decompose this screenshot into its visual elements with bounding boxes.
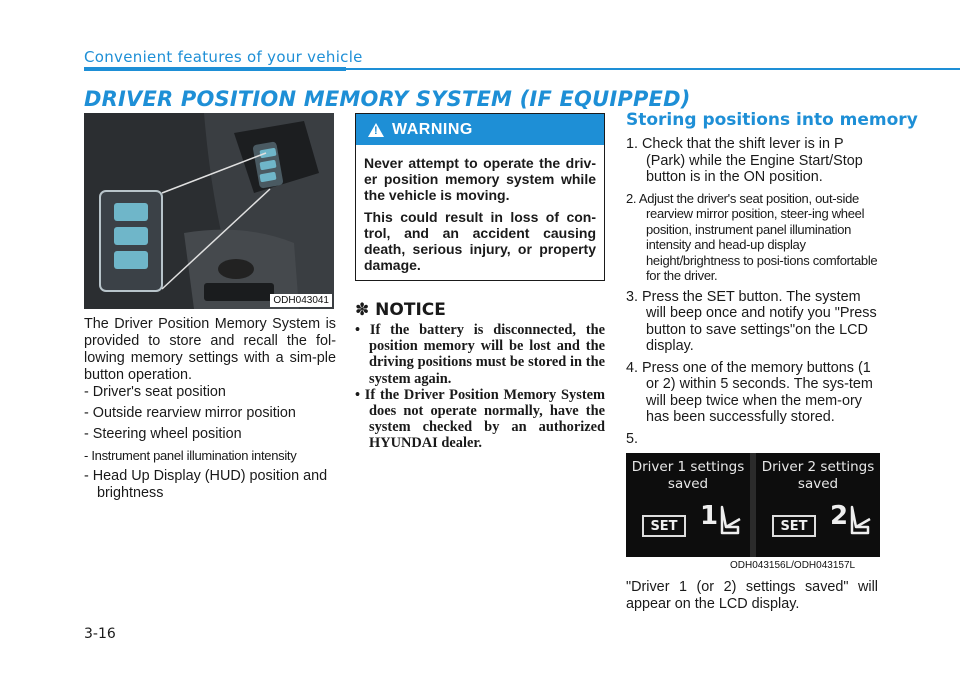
page-title: DRIVER POSITION MEMORY SYSTEM (IF EQUIPPED) [84, 87, 691, 111]
header-rule-thin [346, 68, 960, 70]
warning-label: WARNING [392, 120, 473, 138]
list-item: - Driver's seat position [84, 384, 226, 400]
list-item: - Steering wheel position [84, 426, 242, 442]
storing-steps-list [626, 136, 880, 452]
list-item: 4. Press one of the memory buttons (1 or 2) within 5 seconds. The sys-tem will beep twice when the mem-ory has been successfully stored. [626, 359, 873, 425]
set-button-icon: SET [772, 515, 816, 537]
lcd-note-paragraph: "Driver 1 (or 2) settings saved" will appear on the LCD display. [626, 579, 878, 612]
intro-paragraph: The Driver Position Memory System is provided to store and recall the fol-lowing memory settings with a sim-ple button operation. [84, 316, 336, 383]
lcd-line: saved [667, 476, 709, 492]
notice-list [355, 322, 605, 452]
lcd-message [756, 459, 880, 493]
subsection-title: Storing positions into memory [626, 110, 918, 130]
list-item: 1. Check that the shift lever is in P (Park) while the Engine Start/Stop button is in the ON position. [626, 136, 863, 185]
warning-text: Never attempt to operate the driv-er position memory system while the vehicle is moving. [364, 155, 596, 203]
warning-body [356, 145, 604, 273]
set-button-icon: SET [642, 515, 686, 537]
seat-icon [716, 505, 742, 539]
lcd-panel-driver-1 [626, 453, 750, 557]
lcd-display-illustration [626, 453, 880, 557]
list-item: 3. Press the SET button. The system will beep once and notify you "Press button to save settings"on the LCD display. [626, 288, 877, 354]
memory-settings-list [84, 384, 336, 506]
header-rule-thick [84, 67, 346, 71]
list-item: • If the Driver Position Memory System does not operate normally, have the system checked by an authorized HYUNDAI dealer. [355, 386, 605, 452]
list-item: 5. [626, 430, 639, 447]
memory-number: 2 [830, 501, 849, 531]
section-label: Convenient features of your vehicle [84, 48, 363, 66]
door-memory-buttons-photo [84, 113, 334, 309]
memory-number: 1 [700, 501, 719, 531]
photo-caption: ODH043041 [270, 294, 332, 307]
list-item: - Instrument panel illumination intensity [84, 448, 297, 463]
door-panel-illustration [84, 113, 334, 309]
warning-box [355, 113, 605, 281]
warning-triangle-icon: ! [368, 123, 384, 137]
warning-header [356, 114, 604, 145]
page-number: 3-16 [84, 626, 116, 642]
lcd-message [626, 459, 750, 493]
lcd-caption: ODH043156L/ODH043157L [730, 560, 856, 571]
list-item: • If the battery is disconnected, the position memory will be lost and the driving positions must be stored in the system again. [355, 322, 605, 387]
lcd-panel-driver-2 [756, 453, 880, 557]
lcd-line: Driver 2 settings [761, 459, 875, 475]
list-item: - Outside rearview mirror position [84, 405, 296, 421]
warning-text: This could result in loss of con-trol, and an accident causing death, serious injury, or property damage. [364, 209, 596, 273]
notice-title: ✽ NOTICE [355, 300, 446, 320]
list-item: 2. Adjust the driver's seat position, out-side rearview mirror position, steer-ing wheel position, instrument panel illumination intensity and head-up display height/brightness to posi-tions comfortable for the driver. [626, 190, 878, 283]
list-item: - Head Up Display (HUD) position and brightness [84, 468, 328, 501]
seat-icon [846, 505, 872, 539]
lcd-line: Driver 1 settings [631, 459, 745, 475]
lcd-line: saved [797, 476, 839, 492]
